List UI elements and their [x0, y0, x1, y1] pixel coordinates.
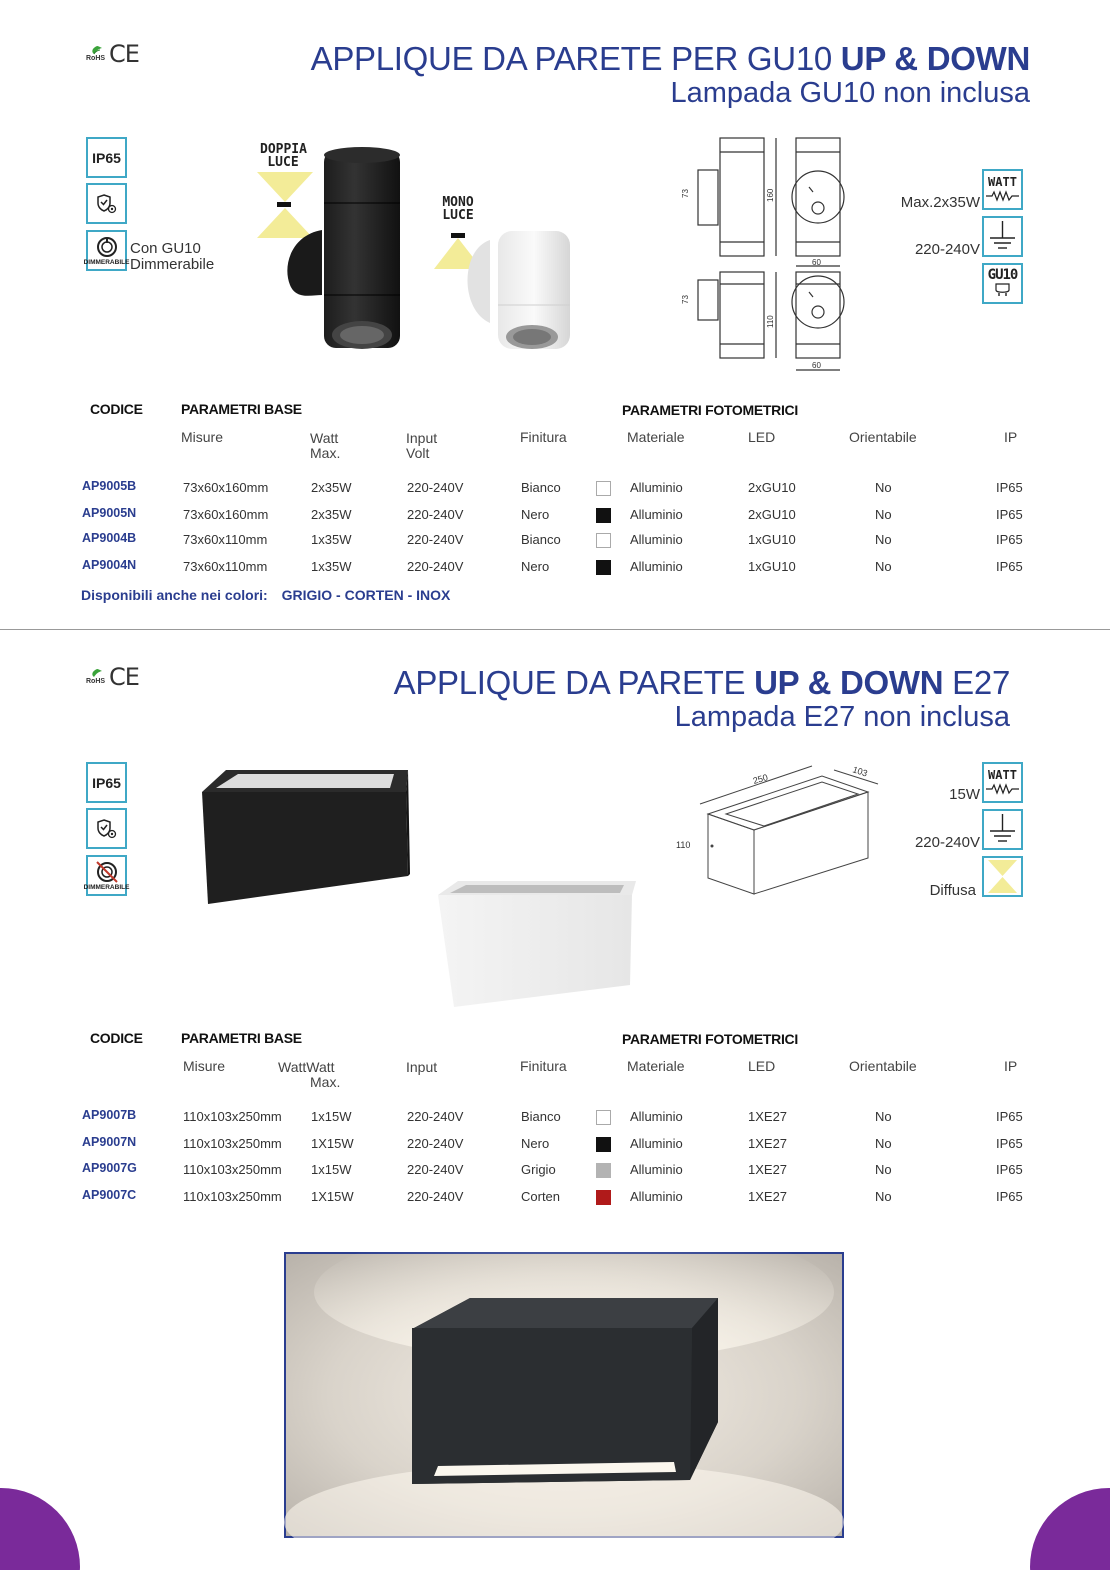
row-led: 2xGU10 — [748, 507, 796, 522]
white-single-lamp-image — [460, 225, 575, 355]
row-ip: IP65 — [996, 480, 1023, 495]
header-watt — [310, 431, 340, 461]
resistor-icon — [984, 190, 1021, 202]
ground-badge — [982, 216, 1023, 257]
page-title: APPLIQUE DA PARETE PER GU10 UP & DOWN — [310, 40, 1030, 77]
table-row — [0, 558, 1110, 576]
row-ip: IP65 — [996, 1162, 1023, 1177]
row-volt: 220-240V — [407, 1162, 464, 1177]
row-orient: No — [875, 1162, 892, 1177]
ce-mark: CE — [109, 40, 139, 68]
row-volt: 220-240V — [407, 480, 464, 495]
row-finish: Nero — [521, 507, 550, 522]
row-orient: No — [875, 1189, 892, 1204]
header-base: PARAMETRI BASE — [181, 401, 302, 417]
voltage-value-2: 220-240V — [914, 834, 980, 851]
watt-value-2: 15W — [949, 786, 980, 803]
light-type-value: Diffusa — [929, 882, 976, 899]
row-material: Alluminio — [630, 1136, 683, 1151]
ip65-badge-2: IP65 — [86, 762, 127, 803]
ground-icon — [984, 811, 1021, 848]
dim-height: 110 — [676, 840, 691, 850]
section-divider — [0, 629, 1110, 630]
header-codice: CODICE — [90, 401, 143, 417]
row-volt: 220-240V — [407, 507, 464, 522]
ground-badge-2 — [982, 809, 1023, 850]
table-row — [0, 506, 1110, 524]
row-material: Alluminio — [630, 1162, 683, 1177]
dim-w1: 60 — [812, 258, 821, 267]
row-volt: 220-240V — [407, 532, 464, 547]
header-input-2: Volt — [406, 445, 430, 461]
shield-gear-icon — [95, 192, 119, 216]
row-orient: No — [875, 1109, 892, 1124]
row-size: 73x60x110mm — [183, 559, 268, 574]
protection-badge — [86, 183, 127, 224]
corner-decoration-right — [1030, 1488, 1110, 1570]
dim-h1: 73 — [681, 189, 690, 198]
row-watt: 1x35W — [311, 532, 352, 547]
row-watt: 1X15W — [311, 1189, 354, 1204]
row-watt: 1X15W — [311, 1136, 354, 1151]
row-finish: Nero — [521, 559, 550, 574]
header-led-2: LED — [748, 1058, 776, 1074]
row-finish: Nero — [521, 1136, 550, 1151]
available-colors-note — [81, 587, 450, 603]
not-dimmable-badge-label: DIMMERABILE — [83, 884, 130, 891]
double-light-label-1: DOPPIA — [260, 142, 307, 157]
header-foto: PARAMETRI FOTOMETRICI — [622, 402, 798, 418]
row-led: 1XE27 — [748, 1136, 788, 1151]
watt-badge — [982, 169, 1023, 210]
row-code: AP9004N — [82, 558, 137, 572]
color-swatch — [596, 1110, 611, 1125]
dimmable-badge — [83, 230, 130, 271]
page-subtitle-2: Lampada E27 non inclusa — [674, 701, 1010, 733]
row-material: Alluminio — [630, 480, 683, 495]
not-dimmable-badge — [83, 855, 130, 896]
row-finish: Bianco — [521, 532, 561, 547]
shield-gear-icon — [95, 817, 119, 841]
color-swatch — [596, 560, 611, 575]
diffuse-light-badge — [982, 856, 1023, 897]
diffuse-light-icon — [984, 858, 1021, 895]
row-ip: IP65 — [996, 1109, 1023, 1124]
rohs-label: RoHS — [86, 55, 106, 62]
row-watt: 1x15W — [311, 1162, 352, 1177]
row-size: 110x103x250mm — [183, 1136, 282, 1151]
table-row — [0, 1161, 1110, 1179]
row-code: AP9005N — [82, 506, 137, 520]
header-watt-2a: WattWatt — [278, 1059, 335, 1075]
dimmable-badge-label: DIMMERABILE — [83, 259, 130, 266]
row-code: AP9007B — [82, 1108, 137, 1122]
row-ip: IP65 — [996, 1136, 1023, 1151]
color-swatch — [596, 508, 611, 523]
row-orient: No — [875, 559, 892, 574]
row-led: 1xGU10 — [748, 559, 796, 574]
row-finish: Grigio — [521, 1162, 556, 1177]
watt-badge-2 — [982, 762, 1023, 803]
row-led: 1XE27 — [748, 1189, 788, 1204]
row-size: 73x60x110mm — [183, 532, 268, 547]
corner-decoration-left — [0, 1488, 80, 1570]
resistor-icon — [984, 783, 1021, 795]
color-swatch — [596, 481, 611, 496]
color-swatch — [596, 1163, 611, 1178]
color-swatch — [596, 533, 611, 548]
row-finish: Bianco — [521, 480, 561, 495]
row-size: 73x60x160mm — [183, 480, 269, 495]
watt-badge-label-2: WATT — [988, 768, 1017, 782]
double-light-label-2: LUCE — [267, 155, 299, 170]
row-ip: IP65 — [996, 1189, 1023, 1204]
header-orientabile: Orientabile — [849, 429, 917, 445]
not-dimmable-icon — [95, 860, 119, 884]
watt-value: Max.2x35W — [900, 194, 980, 211]
color-swatch — [596, 1137, 611, 1152]
ground-icon — [984, 218, 1021, 255]
technical-drawing-e27 — [672, 762, 887, 902]
page-title-2: APPLIQUE DA PARETE UP & DOWN E27 — [393, 664, 1010, 701]
header-foto-2: PARAMETRI FOTOMETRICI — [622, 1031, 798, 1047]
table-row — [0, 479, 1110, 497]
header-base-2: PARAMETRI BASE — [181, 1030, 302, 1046]
row-orient: No — [875, 532, 892, 547]
dim-h4: 110 — [766, 315, 775, 328]
ce-mark-2: CE — [109, 663, 139, 691]
row-watt: 1x15W — [311, 1109, 352, 1124]
row-code: AP9007G — [82, 1161, 137, 1175]
row-size: 110x103x250mm — [183, 1109, 282, 1124]
row-watt: 2x35W — [311, 507, 352, 522]
header-watt-2: Max. — [310, 445, 341, 461]
table-row — [0, 1135, 1110, 1153]
row-ip: IP65 — [996, 507, 1023, 522]
mono-light-label — [436, 196, 480, 222]
header-ip-2: IP — [1004, 1058, 1018, 1074]
header-watt-2 — [278, 1060, 340, 1090]
available-label: Disponibili anche nei colori: — [81, 587, 268, 603]
row-orient: No — [875, 480, 892, 495]
header-orientabile-2: Orientabile — [849, 1058, 917, 1074]
header-misure: Misure — [181, 429, 224, 445]
table-row — [0, 1108, 1110, 1126]
row-led: 1XE27 — [748, 1162, 788, 1177]
gu10-badge — [982, 263, 1023, 304]
voltage-value: 220-240V — [914, 241, 980, 258]
header-misure-2: Misure — [183, 1058, 226, 1074]
table-row — [0, 531, 1110, 549]
page-subtitle: Lampada GU10 non inclusa — [670, 77, 1030, 109]
row-watt: 2x35W — [311, 480, 352, 495]
row-volt: 220-240V — [407, 559, 464, 574]
white-box-lamp-image — [436, 877, 638, 1009]
row-led: 1XE27 — [748, 1109, 788, 1124]
dimmer-knob-icon — [95, 235, 119, 259]
watt-badge-label: WATT — [988, 175, 1017, 189]
gu10-socket-icon — [984, 283, 1021, 297]
color-swatch — [596, 1190, 611, 1205]
header-finitura: Finitura — [520, 429, 567, 445]
rohs-label-2: RoHS — [86, 678, 106, 685]
row-finish: Bianco — [521, 1109, 561, 1124]
row-material: Alluminio — [630, 532, 683, 547]
header-codice-2: CODICE — [90, 1030, 143, 1046]
row-size: 73x60x160mm — [183, 507, 269, 522]
header-materiale-2: Materiale — [627, 1058, 685, 1074]
row-orient: No — [875, 507, 892, 522]
header-watt-2b: Max. — [310, 1074, 341, 1090]
row-code: AP9007N — [82, 1135, 137, 1149]
header-finitura-2: Finitura — [520, 1058, 567, 1074]
row-material: Alluminio — [630, 559, 683, 574]
row-size: 110x103x250mm — [183, 1162, 282, 1177]
mono-light-label-2: LUCE — [442, 208, 474, 223]
dim-length: 250 — [751, 772, 770, 786]
mono-light-label-1: MONO — [442, 195, 474, 210]
black-double-lamp-image — [282, 145, 402, 355]
header-ip: IP — [1004, 429, 1018, 445]
dimmable-text-1: Con GU10 — [130, 240, 201, 257]
row-volt: 220-240V — [407, 1136, 464, 1151]
row-size: 110x103x250mm — [183, 1189, 282, 1204]
row-code: AP9004B — [82, 531, 137, 545]
header-input-2: Input — [406, 1059, 438, 1075]
dim-h3: 73 — [681, 295, 690, 304]
row-material: Alluminio — [630, 507, 683, 522]
dimmable-text-2: Dimmerabile — [130, 256, 215, 273]
table-row — [0, 1188, 1110, 1206]
available-colors: GRIGIO - CORTEN - INOX — [281, 587, 451, 603]
ambient-photo — [284, 1252, 844, 1538]
technical-drawing-gu10 — [676, 132, 856, 382]
row-led: 1xGU10 — [748, 532, 796, 547]
row-code: AP9007C — [82, 1188, 137, 1202]
row-watt: 1x35W — [311, 559, 352, 574]
row-ip: IP65 — [996, 532, 1023, 547]
row-volt: 220-240V — [407, 1189, 464, 1204]
header-materiale: Materiale — [627, 429, 685, 445]
ip65-badge: IP65 — [86, 137, 127, 178]
row-code: AP9005B — [82, 479, 137, 493]
row-ip: IP65 — [996, 559, 1023, 574]
dim-w2: 60 — [812, 361, 821, 370]
row-material: Alluminio — [630, 1189, 683, 1204]
header-led: LED — [748, 429, 776, 445]
row-material: Alluminio — [630, 1109, 683, 1124]
header-input — [406, 431, 437, 461]
protection-badge-2 — [86, 808, 127, 849]
header-input-1: Input — [406, 430, 438, 446]
gu10-badge-label: GU10 — [987, 267, 1018, 283]
dim-h2: 160 — [766, 188, 775, 202]
row-orient: No — [875, 1136, 892, 1151]
row-volt: 220-240V — [407, 1109, 464, 1124]
black-box-lamp-image — [198, 766, 413, 906]
header-watt-1: Watt — [310, 430, 339, 446]
row-led: 2xGU10 — [748, 480, 796, 495]
dim-depth: 103 — [851, 764, 869, 779]
row-finish: Corten — [521, 1189, 561, 1204]
